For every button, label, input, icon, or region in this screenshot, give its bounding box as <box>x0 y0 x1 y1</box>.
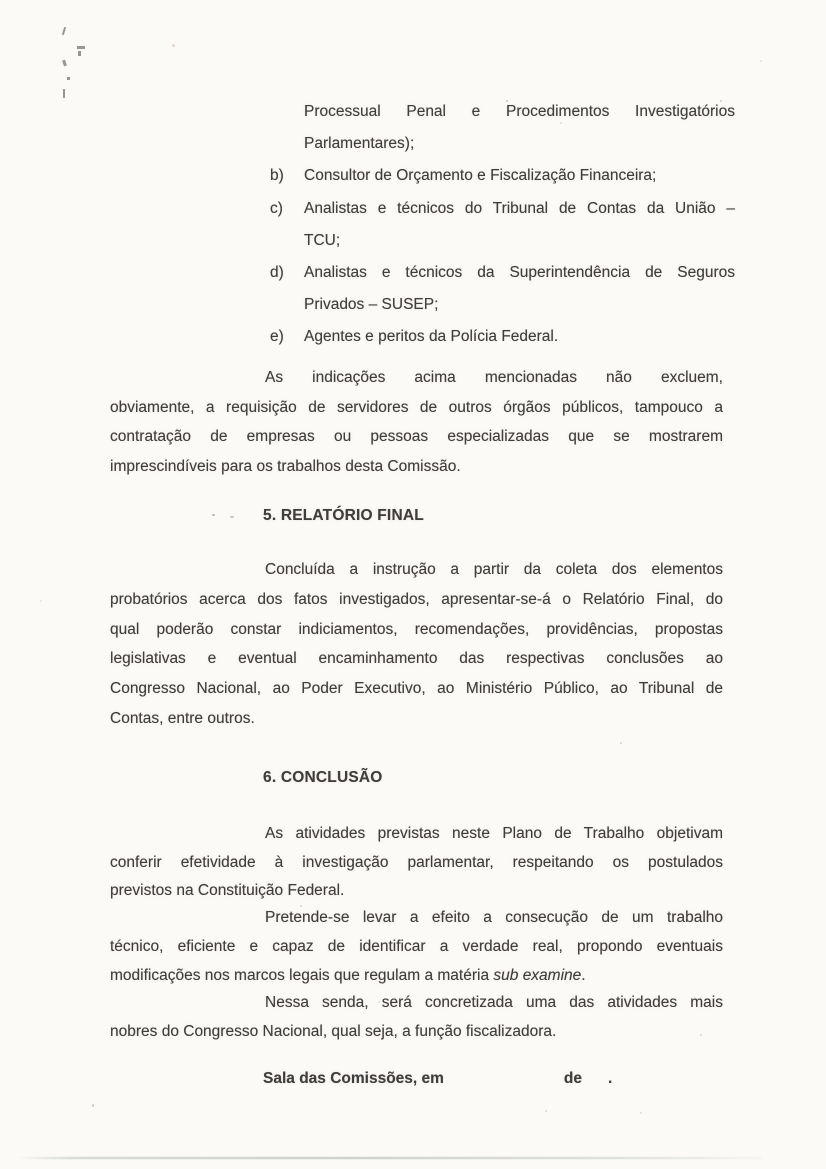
text-line <box>270 160 735 192</box>
scan-speck <box>410 300 412 302</box>
list-marker: c) <box>270 199 283 217</box>
text-segment: modificações nos marcos legais que regulam a matéria <box>110 967 494 984</box>
scan-speck <box>172 44 175 47</box>
text-line <box>110 903 723 932</box>
text-segment: Analistas e técnicos da Superintendência de Seguros <box>304 264 735 282</box>
scan-speck <box>720 100 722 102</box>
text-line <box>110 932 723 961</box>
text-segment: contratação de empresas ou pessoas especializadas que se mostrarem <box>110 428 723 445</box>
text-line <box>110 849 723 878</box>
list-marker: d) <box>270 264 284 282</box>
list-item-c <box>270 193 735 257</box>
text-line <box>110 820 723 849</box>
pencil-mark <box>63 89 65 98</box>
text-line <box>110 877 723 906</box>
text-line <box>110 615 723 645</box>
scan-speck <box>545 1110 547 1112</box>
text-segment: Processual Penal e Procedimentos Investigatórios <box>304 103 735 120</box>
text-line <box>110 644 723 674</box>
scan-speck <box>40 600 42 602</box>
text-segment: nobres do Congresso Nacional, qual seja, a função fiscalizadora. <box>110 1022 557 1040</box>
text-line <box>270 321 735 353</box>
paragraph-conclusao-1 <box>110 820 723 906</box>
text-segment: qual poderão constar indiciamentos, recomendações, providências, propostas <box>110 620 723 638</box>
text-segment: Privados – SUSEP; <box>304 296 439 314</box>
text-line <box>270 225 735 257</box>
text-segment: probatórios acerca dos fatos investigados, apresentar-se-á o Relatório Final, do <box>110 590 723 608</box>
text-line <box>110 1018 723 1047</box>
text-line <box>110 989 723 1018</box>
section-heading-conclusao: 6. CONCLUSÃO <box>263 769 383 786</box>
list-item-d <box>270 257 735 321</box>
scan-speck <box>640 1112 642 1114</box>
scan-speck <box>620 742 622 744</box>
paragraph-conclusao-2 <box>110 903 723 990</box>
pencil-mark <box>67 77 70 80</box>
text-line <box>270 289 735 321</box>
text-line <box>270 96 735 128</box>
list-item-a-continuation <box>270 96 735 160</box>
text-segment: obviamente, a requisição de servidores de outros órgãos públicos, tampouco a <box>110 398 723 416</box>
paragraph-exclusions <box>110 363 723 481</box>
text-segment: Consultor de Orçamento e Fiscalização Financeira; <box>304 167 657 185</box>
staff-request-list <box>270 96 735 354</box>
text-segment: conferir efetividade à investigação parlamentar, respeitando os postulados <box>110 853 723 871</box>
scan-speck <box>760 60 762 62</box>
section-heading-relatorio-final: 5. RELATÓRIO FINAL <box>263 507 424 524</box>
scan-speck <box>700 1034 702 1036</box>
text-segment: imprescindíveis para os trabalhos desta Comissão. <box>110 457 461 475</box>
pencil-mark <box>78 51 81 56</box>
text-segment: técnico, eficiente e capaz de identificar a verdade real, propondo eventuais <box>110 938 723 955</box>
closing-period: . <box>608 1070 613 1087</box>
text-line <box>110 704 723 734</box>
text-segment: legislativas e eventual encaminhamento das respectivas conclusões ao <box>110 650 723 668</box>
text-segment: Congresso Nacional, ao Poder Executivo, ao Ministério Público, ao Tribunal de <box>110 680 723 698</box>
text-segment: Nessa senda, será concretizada uma das atividades mais <box>265 994 723 1011</box>
text-segment: Contas, entre outros. <box>110 709 255 727</box>
text-line <box>270 193 735 225</box>
scan-speck <box>506 100 508 102</box>
list-marker: e) <box>270 328 284 346</box>
text-line <box>110 422 723 452</box>
scan-speck <box>230 516 234 518</box>
text-segment: Analistas e técnicos do Tribunal de Contas da União – <box>304 199 735 217</box>
text-line <box>110 674 723 704</box>
text-segment: previstos na Constituição Federal. <box>110 882 345 900</box>
text-line <box>110 393 723 423</box>
text-line <box>110 452 723 482</box>
scan-edge-line <box>16 1157 762 1159</box>
scan-speck <box>560 122 562 124</box>
text-segment: TCU; <box>304 231 341 249</box>
text-line <box>110 585 723 615</box>
closing-place-text: Sala das Comissões, em <box>263 1070 444 1087</box>
closing-line <box>110 1070 826 1088</box>
pencil-mark <box>62 60 67 67</box>
scan-speck <box>300 905 302 907</box>
text-line <box>110 555 723 585</box>
pencil-mark <box>62 27 66 35</box>
paragraph-conclusao-3 <box>110 989 723 1047</box>
text-segment: As indicações acima mencionadas não excluem, <box>265 369 723 386</box>
scan-speck <box>212 514 215 516</box>
list-marker: b) <box>270 167 284 185</box>
list-item-b <box>270 160 735 192</box>
paragraph-relatorio-final <box>110 555 723 734</box>
text-line <box>110 961 723 990</box>
text-line <box>270 257 735 289</box>
text-segment: Pretende-se levar a efeito a consecução de um trabalho <box>265 909 723 926</box>
text-line <box>270 128 735 160</box>
italic-text: sub examine <box>493 967 582 984</box>
text-segment: As atividades previstas neste Plano de Trabalho objetivam <box>265 825 723 842</box>
text-segment: Parlamentares); <box>304 135 415 153</box>
text-segment: . <box>581 967 586 984</box>
scan-speck <box>92 1104 94 1107</box>
pencil-mark <box>77 46 85 49</box>
list-item-e <box>270 321 735 353</box>
text-segment: Agentes e peritos da Polícia Federal. <box>304 328 559 346</box>
text-line <box>110 363 723 393</box>
scan-speck <box>378 1001 380 1003</box>
text-segment: Concluída a instrução a partir da coleta dos elementos <box>265 561 723 578</box>
closing-de-text: de <box>563 1070 583 1087</box>
